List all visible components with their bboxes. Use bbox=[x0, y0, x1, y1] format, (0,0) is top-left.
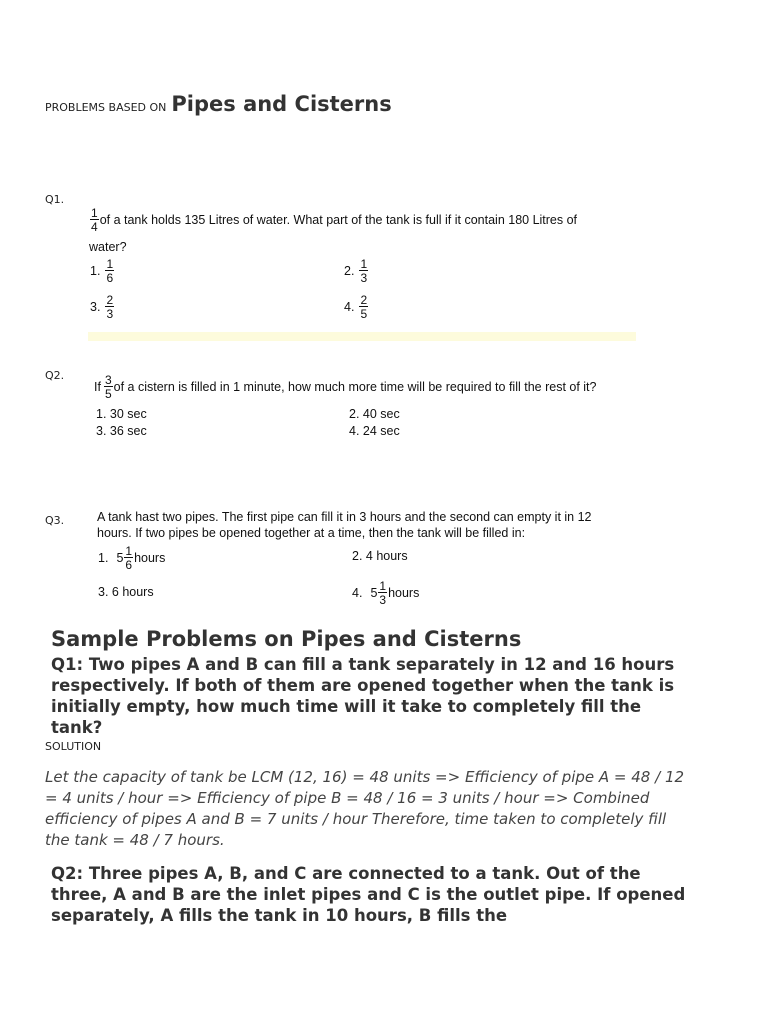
q1-option-3[interactable]: 3. $\frac{2}{3}$ bbox=[90, 293, 114, 321]
sample-q1-heading: Q1: Two pipes A and B can fill a tank separately in 12 and 16 hours respectively. If both of them are opened together when the tank is initially empty, how much time will it take to completely fill the tank? bbox=[51, 655, 675, 737]
q2-option-2[interactable]: 2. 40 sec bbox=[349, 407, 400, 421]
page-title: Pipes and Cisterns bbox=[171, 92, 392, 116]
q2-option-4[interactable]: 4. 24 sec bbox=[349, 424, 400, 438]
q1-option-2[interactable]: 2. $\frac{1}{3}$ bbox=[344, 257, 368, 285]
q3-number: Q3. bbox=[45, 514, 65, 527]
q1-option-4[interactable]: 4. $\frac{2}{5}$ bbox=[344, 293, 368, 321]
q2-option-1[interactable]: 1. 30 sec bbox=[96, 407, 147, 421]
solution-text: Let the capacity of tank be LCM (12, 16) = 48 units => Efficiency of pipe A = 48 / 12 = 4 units / hour => Efficiency of pipe B = 48 / 16 = 3 units / hour => Combined efficiency of pipes A and B = 7 units / hour Therefore, time taken to completely fill the tank = 48 / 7 hours. bbox=[45, 768, 685, 849]
highlight-bar bbox=[88, 332, 636, 341]
sample-q2-heading: Q2: Three pipes A, B, and C are connected to a tank. Out of the three, A and B are the inlet pipes and C is the outlet pipe. If opened separately, A fills the tank in 10 hours, B fills the bbox=[51, 864, 686, 925]
header-prefix: PROBLEMS BASED ON bbox=[45, 101, 167, 114]
q3-option-4[interactable]: 4. 5 $\frac{1}{3}$ hours bbox=[352, 579, 420, 607]
solution-label: SOLUTION bbox=[45, 740, 102, 753]
q3-option-3[interactable]: 3. 6 hours bbox=[98, 585, 154, 599]
q3-option-1[interactable]: 1. 5 $\frac{1}{6}$ hours bbox=[98, 544, 166, 572]
q3-option-2[interactable]: 2. 4 hours bbox=[352, 549, 408, 563]
q1-text-line2: water? bbox=[89, 240, 127, 254]
sample-heading: Sample Problems on Pipes and Cisterns bbox=[51, 627, 522, 651]
q2-text: If $\frac{3}{5}$ of a cistern is filled in 1 minute, how much more time will be required to fill the rest of it? bbox=[94, 373, 597, 401]
q1-number: Q1. bbox=[45, 193, 65, 206]
q3-text-line2: hours. If two pipes be opened together at a time, then the tank will be filled in: bbox=[97, 526, 526, 540]
q1-fraction: $\frac{1}{4}$ bbox=[91, 206, 98, 234]
page-header bbox=[45, 92, 392, 116]
q3-text-line1: A tank hast two pipes. The first pipe can fill it in 3 hours and the second can empty it in 12 bbox=[97, 510, 592, 524]
q2-fraction: $\frac{3}{5}$ bbox=[104, 373, 112, 401]
q1-text-line1: $\frac{1}{4}$ of a tank holds 135 Litres of water. What part of the tank is full if it contain 180 Litres of bbox=[91, 206, 578, 234]
q2-option-3[interactable]: 3. 36 sec bbox=[96, 424, 147, 438]
q2-number: Q2. bbox=[45, 369, 65, 382]
q1-option-1[interactable]: 1. $\frac{1}{6}$ bbox=[90, 257, 114, 285]
